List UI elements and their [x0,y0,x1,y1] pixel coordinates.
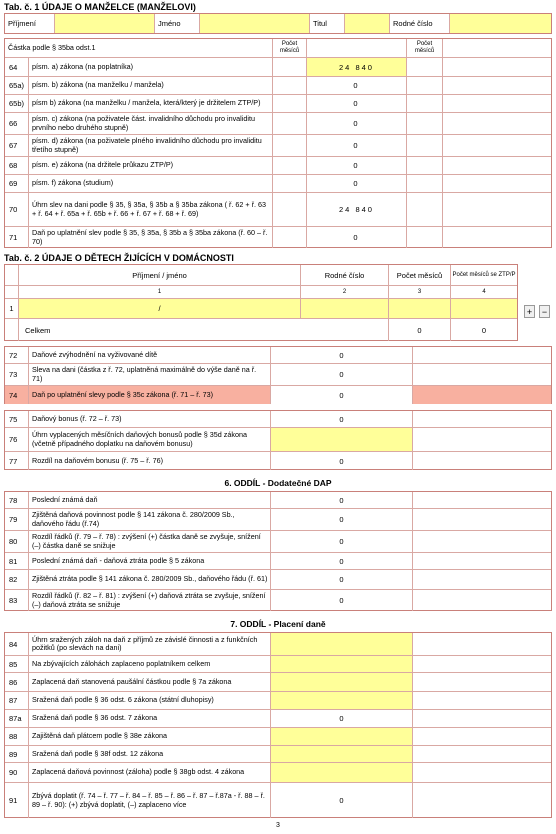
table-row [5,692,551,710]
row-number: 81 [5,553,29,569]
row-number: 78 [5,492,29,508]
row-extra-cell [413,364,551,385]
titul-label: Titul [310,14,345,33]
row-description: písm b) zákona (na manželku / manžela, která/který je držitelem ZTP/P) [29,95,273,112]
row-extra-cell [443,95,551,112]
row-pocet2-cell [407,227,443,248]
row-extra-cell [443,227,551,248]
rodne-cislo-field[interactable] [450,14,551,33]
row-pocet-cell [273,77,307,94]
row-description: Daň po uplatnění slevy podle § 35c zákona (ř. 71 – ř. 73) [29,386,271,404]
row-description: Zjištěná daňová povinnost podle § 141 zákona č. 280/2009 Sb., daňového řádu (ř.74) [29,509,271,530]
row-description: Daň po uplatnění slev podle § 35, § 35a, § 35b a § 35ba zákona (ř. 60 – ř. 70) [29,227,273,248]
table-row [5,783,551,818]
row-description: písm. a) zákona (na poplatníka) [29,58,273,76]
col-empty [443,39,551,57]
table-row [5,175,551,193]
row-value-field[interactable] [271,728,413,745]
tab2-table [4,264,518,341]
prijmeni-label: Příjmení [5,14,55,33]
row-pocet2-cell [407,175,443,192]
tab1-table [4,38,552,248]
tab2-col-name: Příjmení / jméno [19,265,301,285]
row-extra-cell [413,411,551,427]
row-pocet2-cell [407,58,443,76]
row-number: 88 [5,728,29,745]
row-number: 75 [5,411,29,427]
row-number: 87a [5,710,29,727]
row-extra-cell [413,531,551,552]
row-value-field[interactable]: 0 [307,227,407,248]
row-number: 82 [5,570,29,589]
row-description: písm. f) zákona (studium) [29,175,273,192]
row-number: 89 [5,746,29,762]
table-row [5,227,551,248]
row-description: Rozdíl na daňovém bonusu (ř. 75 – ř. 76) [29,452,271,470]
row-pocet2-cell [407,135,443,156]
prijmeni-field[interactable] [55,14,155,33]
row-description: Rozdíl řádků (ř. 82 – ř. 81) : zvýšení (+) daňová ztráta se zvyšuje, snížení (–) daňová ztráta se snižuje [29,590,271,611]
row-extra-cell [443,113,551,134]
tab2-col-n4: 4 [482,288,486,295]
row-extra-cell [413,509,551,530]
table-row [5,347,551,364]
table-row [5,763,551,783]
page-number: 3 [276,822,280,829]
table-row [5,135,551,157]
table-row [5,746,551,763]
row-value-field[interactable] [271,692,413,709]
row-description: Úhrn slev na dani podle § 35, § 35a, § 35b a § 35ba zákona ( ř. 62 + ř. 63 + ř. 64 + ř. 65a + ř. 65b + ř. 66 + ř. 67 + ř. 68 + ř. 69) [29,193,273,226]
row-number: 71 [5,227,29,248]
row-description: Úhrn vyplacených měsíčních daňových bonusů podle § 35d zákona (včetně případného doplatku na daňovém bonusu) [29,428,271,451]
row-extra-cell [413,746,551,762]
section7-table [4,632,552,818]
row-pocet-cell [273,113,307,134]
table-row [5,364,551,386]
row-value-field[interactable]: 24 840 [307,193,407,226]
table-row [5,710,551,728]
table-row [5,428,551,452]
row-description: Zbývá doplatit (ř. 74 – ř. 77 – ř. 84 – ř. 85 – ř. 86 – ř. 87 – ř.87a - ř. 88 – ř. 89 – ř. 90): (+) zbývá doplatit, (–) zaplaceno více [29,783,271,818]
row-description: Daňové zvýhodnění na vyživované dítě [29,347,271,363]
block-72-74 [4,346,552,404]
tab2-header [5,265,517,286]
row-value-field[interactable]: 24 840 [307,58,407,76]
row-value-field[interactable] [271,633,413,655]
tab2-row-num: 1 [5,299,19,318]
row-description: Rozdíl řádků (ř. 79 – ř. 78) : zvýšení (+) částka daně se zvyšuje, snížení (–) částka daně se snižuje [29,531,271,552]
titul-field[interactable] [345,14,390,33]
row-number: 72 [5,347,29,363]
row-number: 80 [5,531,29,552]
tab2-num-spacer [5,286,19,298]
table-row [5,509,551,531]
row-value-field[interactable] [271,673,413,691]
table-row [5,673,551,692]
row-value-field[interactable] [271,428,413,451]
row-value-field[interactable]: 0 [307,77,407,94]
row-description: písm. b) zákona (na manželku / manžela) [29,77,273,94]
table-row [5,656,551,673]
tab2-col-ztp: Počet měsíců se ZTP/P [452,271,516,278]
row-number: 83 [5,590,29,611]
col-pocet-label: Počet měsíců [273,39,307,57]
row-value-field[interactable]: 0 [271,452,413,470]
table-row [5,299,517,319]
row-number: 70 [5,193,29,226]
row-pocet2-cell [407,95,443,112]
row-extra-cell [443,135,551,156]
tab2-celkem-spacer [5,319,19,341]
row-value-field[interactable]: 0 [271,364,413,385]
row-value-field[interactable]: 0 [271,492,413,508]
row-extra-cell [413,428,551,451]
row-value-field[interactable]: 0 [271,570,413,589]
row-description: Sleva na dani (částka z ř. 72, uplatněná maximálně do výše daně na ř. 71) [29,364,271,385]
row-extra-cell [413,783,551,818]
col-castka-label: Částka podle § 35ba odst.1 [5,39,273,57]
section7-title: 7. ODDÍL - Placení daně [230,619,326,629]
celkem-label: Celkem [19,319,389,341]
child-ztp-field[interactable] [451,299,517,318]
row-extra-cell [413,347,551,363]
row-value-field[interactable] [271,746,413,762]
row-value-field[interactable]: 0 [271,509,413,530]
row-description: Sražená daň podle § 36 odst. 7 zákona [29,710,271,727]
block-75-77 [4,410,552,470]
tab2-col-n3: 3 [389,286,451,298]
row-value-field[interactable]: 0 [271,590,413,611]
row-extra-cell [413,553,551,569]
row-value-field[interactable] [271,763,413,782]
table-row [5,113,551,135]
row-extra-cell [443,175,551,192]
row-pocet2-cell [407,193,443,226]
tab1-header-row [4,13,552,34]
section6-table [4,491,552,611]
row-value-field[interactable]: 0 [307,95,407,112]
row-description: Poslední známá daň - daňová ztráta podle § 5 zákona [29,553,271,569]
col-value-empty [307,39,407,57]
row-number: 66 [5,113,29,134]
table-row [5,553,551,570]
row-description: písm. e) zákona (na držitele průkazu ZTP/P) [29,157,273,174]
table-row [5,411,551,428]
child-rc-field[interactable] [301,299,389,318]
row-number: 73 [5,364,29,385]
table-row [5,193,551,227]
row-extra-cell [413,633,551,655]
row-number: 69 [5,175,29,192]
tab1-table-header [5,39,551,58]
row-extra-cell [413,590,551,611]
row-number: 76 [5,428,29,451]
child-pocet-field[interactable] [389,299,451,318]
row-extra-cell [413,763,551,782]
tab2-title: Tab. č. 2 ÚDAJE O DĚTECH ŽIJÍCÍCH V DOMÁCNOSTI [4,253,234,263]
row-number: 79 [5,509,29,530]
row-description: Úhrn sražených záloh na daň z příjmů ze závislé činnosti a z funkčních požitků (po slevách na dani) [29,633,271,655]
row-value-field[interactable]: 0 [271,411,413,427]
row-description: Zaplacená daň stanovená paušální částkou podle § 7a zákona [29,673,271,691]
row-value-field[interactable]: 0 [271,531,413,552]
row-extra-cell [413,656,551,672]
row-pocet-cell [273,95,307,112]
table-row [5,728,551,746]
tab2-hdr-spacer [5,265,19,285]
jmeno-label: Jméno [155,14,200,33]
table-row [5,452,551,470]
table-row [5,386,551,404]
row-description: Daňový bonus (ř. 72 – ř. 73) [29,411,271,427]
table-row [5,531,551,553]
table-row [5,58,551,77]
row-extra-cell [443,193,551,226]
row-extra-cell [413,692,551,709]
table-row [5,633,551,656]
tab2-col-pocet: Počet měsíců [389,265,451,285]
row-extra-cell [443,77,551,94]
celkem-pocet: 0 [389,319,451,341]
tab1-title: Tab. č. 1 ÚDAJE O MANŽELCE (MANŽELOVI) [4,2,196,12]
table-row [5,95,551,113]
table-row [5,590,551,611]
row-pocet-cell [273,175,307,192]
row-value-field[interactable]: 0 [307,157,407,174]
row-number: 65b) [5,95,29,112]
row-description: Sražená daň podle § 38f odst. 12 zákona [29,746,271,762]
row-description: písm. d) zákona (na poživatele plného invalidního důchodu pro invaliditu třetího stupně) [29,135,273,156]
table-row [5,157,551,175]
row-extra-cell [413,710,551,727]
row-pocet2-cell [407,77,443,94]
row-description: písm. c) zákona (na poživatele část. invalidního důchodu pro invaliditu prvního nebo druhého stupně) [29,113,273,134]
row-extra-cell [443,58,551,76]
row-number: 68 [5,157,29,174]
table-row [5,77,551,95]
row-description: Zajištěná daň plátcem podle § 38e zákona [29,728,271,745]
row-description: Na zbývajících zálohách zaplaceno poplatníkem celkem [29,656,271,672]
row-description: Sražená daň podle § 36 odst. 6 zákona (státní dluhopisy) [29,692,271,709]
row-value-field[interactable]: 0 [271,710,413,727]
row-number: 90 [5,763,29,782]
row-number: 77 [5,452,29,470]
col-pocet2-label: Počet měsíců [407,39,443,57]
add-child-button[interactable]: + [524,305,535,318]
row-number: 65a) [5,77,29,94]
row-extra-cell [413,570,551,589]
row-value-field[interactable]: 0 [271,386,413,404]
row-number: 74 [5,386,29,404]
row-pocet2-cell [407,157,443,174]
table-row [5,492,551,509]
remove-child-button[interactable]: − [539,305,550,318]
row-pocet-cell [273,193,307,226]
row-value-field[interactable]: 0 [307,113,407,134]
row-extra-cell [443,157,551,174]
row-pocet-cell [273,227,307,248]
rodne-cislo-label: Rodné číslo [390,14,450,33]
row-extra-cell [413,728,551,745]
tab2-col-n2: 2 [301,286,389,298]
row-pocet2-cell [407,113,443,134]
row-value-field[interactable] [271,656,413,672]
row-number: 87 [5,692,29,709]
row-number: 84 [5,633,29,655]
row-extra-cell [413,386,551,404]
row-extra-cell [413,492,551,508]
row-pocet-cell [273,58,307,76]
row-pocet-cell [273,157,307,174]
row-number: 85 [5,656,29,672]
row-value-field[interactable]: 0 [307,175,407,192]
row-description: Zjištěná ztráta podle § 141 zákona č. 280/2009 Sb., daňového řádu (ř. 61) [29,570,271,589]
row-number: 64 [5,58,29,76]
section6-title: 6. ODDÍL - Dodatečné DAP [224,478,332,488]
table-row [5,570,551,590]
row-description: Zaplacená daňová povinnost (záloha) podle § 38gb odst. 4 zákona [29,763,271,782]
row-number: 67 [5,135,29,156]
row-value-field[interactable]: 0 [271,783,413,818]
tab2-col-numbers [5,286,517,299]
child-name-field[interactable]: / [19,299,301,318]
row-value-field[interactable]: 0 [271,347,413,363]
tab2-col-rc: Rodné číslo [301,265,389,285]
row-value-field[interactable]: 0 [307,135,407,156]
row-pocet-cell [273,135,307,156]
row-value-field[interactable]: 0 [271,553,413,569]
tab2-celkem-row [5,319,517,341]
row-extra-cell [413,452,551,470]
row-number: 91 [5,783,29,818]
tab2-col-n1: 1 [19,286,301,298]
jmeno-field[interactable] [200,14,310,33]
row-description: Poslední známá daň [29,492,271,508]
celkem-ztp: 0 [481,325,487,335]
row-extra-cell [413,673,551,691]
row-number: 86 [5,673,29,691]
